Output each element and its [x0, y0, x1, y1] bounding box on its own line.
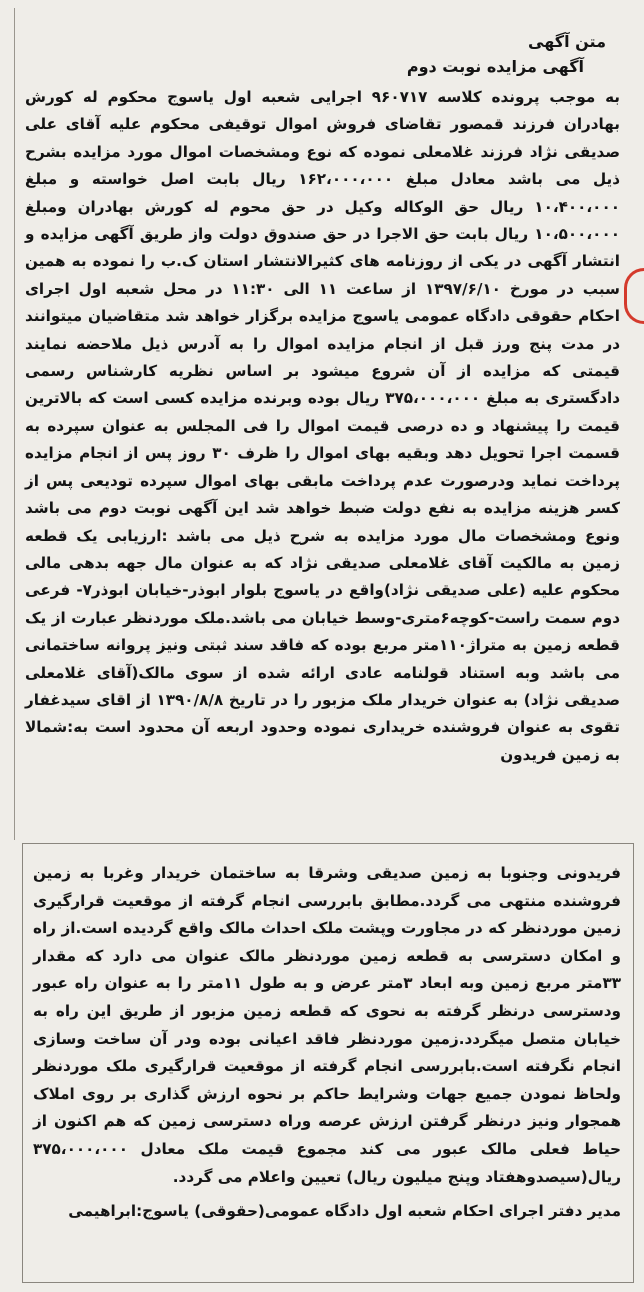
notice-column-top [14, 8, 630, 840]
notice-subheading: آگهی مزایده نوبت دوم [406, 57, 584, 76]
notice-body-part2: فریدونی وجنوبا به زمین صدیقی وشرقا به ساختمان خریدار وغربا به زمین فروشنده منتهی می گردد.مطابق بابررسی انجام گرفته از موقعیت قرارگیری زمین موردنظر که در مجاورت وپشت ملک احداث مالک واقع گردیده است.از راه و امکان دسترسی به قطعه زمین موردنظر مالک عنوان می دارد که مقدار ۳۳متر مربع زمین وبه ابعاد ۳متر عرض و به طول ۱۱متر را به عنوان راه عبور ودسترسی درنظر گرفته به نحوی که قطعه زمین مزبور از طریق این راه به خیابان متصل میگردد.زمین موردنظر فاقد اعیانی بوده ودر آن ساخت وسازی انجام نگرفته است.بابررسی انجام گرفته از موقعیت قرارگیری ملک موردنظر ولحاظ نمودن جمیع جهات وشرایط حاکم بر نحوه ارزش گذاری بر روی املاک همجوار ونیز درنظر گرفتن ارزش عرصه وراه دسترسی زمین که هم اکنون از حیاط فعلی مالک عبور می کند مجموع قیمت ملک معادل ۳۷۵،۰۰۰،۰۰۰ ریال(سیصدوهفتاد وپنج میلیون ریال) تعیین واعلام می گردد. [33, 864, 621, 1186]
notice-body-part1: به موجب پرونده کلاسه ۹۶۰۷۱۷ اجرایی شعبه اول یاسوج محکوم له کورش بهادران فرزند قمصور تقاضای فروش اموال توقیفی محکوم علیه آقای علی صدیقی نژاد فرزند غلامعلی نموده که نوع ومشخصات اموال مورد مزایده بشرح ذیل می باشد معادل مبلغ ۱۶۲،۰۰۰،۰۰۰ ریال بابت اصل خواسته و مبلغ ۱۰،۴۰۰،۰۰۰ ریال حق الوکاله وکیل در حق محوم له کورش بهادران ومبلغ ۱۰،۵۰۰،۰۰۰ ریال بابت حق الاجرا در حق صندوق دولت واز طریق آگهی مزایده و انتشار آگهی در یکی از روزنامه های کثیرالانتشار استان ک.ب را نموده به همین سبب در مورخ ۱۳۹۷/۶/۱۰ از ساعت ۱۱ الی ۱۱:۳۰ در محل شعبه اول اجرای احکام حقوقی دادگاه عمومی یاسوج مزایده برگزار خواهد شد متقاضیان میتوانند در مدت پنج ورز قبل از انجام مزایده اموال را به آدرس ذیل ملاحضه نمایند قیمتی که مزایده از آن شروع میشود بر اساس نظریه کارشناس رسمی دادگستری به مبلغ ۳۷۵،۰۰۰،۰۰۰ ریال بوده وبرنده مزایده کسی است که بالاترین قیمت را پیشنهاد و ده درصی قیمت اموال را فی المجلس به عنوان سپرده به قسمت اجرا تحویل دهد وبقیه بهای اموال را ظرف ۳۰ روز پس از انجام مزایده پرداخت نماید ودرصورت عدم پرداخت مابقی بهای اموال سپرده تودیعی پس از کسر هزینه مزایده به نفع دولت ضبط خواهد شد این آگهی نوبت دوم می باشد ونوع ومشخصات مال مورد مزایده به شرح ذیل می باشد :ارزیابی یک قطعه زمین به مالکیت آقای غلامعلی صدیقی نژاد که به عنوان مال جهه بدهی مالی محکوم علیه (علی صدیقی نژاد)واقع در یاسوج بلوار ابوذر-خیابان ابوذر۷- فرعی دوم سمت راست-کوچه۶متری-وسط خیابان می باشد.ملک موردنظر عبارت از یک قطعه زمین به متراژ۱۱۰متر مربع بوده که فاقد سند ثبتی ونیز پروانه ساختمانی می باشد وبه استناد قولنامه عادی ارائه شده از سوی مالک(آقای غلامعلی صدیقی نژاد) به عنوان خریدار ملک مزبور را در تاریخ ۱۳۹۰/۸/۸ از اقای سیدغفار تقوی به عنوان فروشنده خریداری نموده وحدود اربعه آن محدود است به:شمالا به زمین فریدون [25, 88, 621, 764]
notice-signature: مدیر دفتر اجرای احکام شعبه اول دادگاه عمومی(حقوقی) یاسوج:ابراهیمی [68, 1202, 621, 1221]
margin-mark-icon [624, 268, 644, 324]
notice-heading: متن آگهی [528, 32, 606, 51]
notice-column-bottom [22, 843, 634, 1283]
